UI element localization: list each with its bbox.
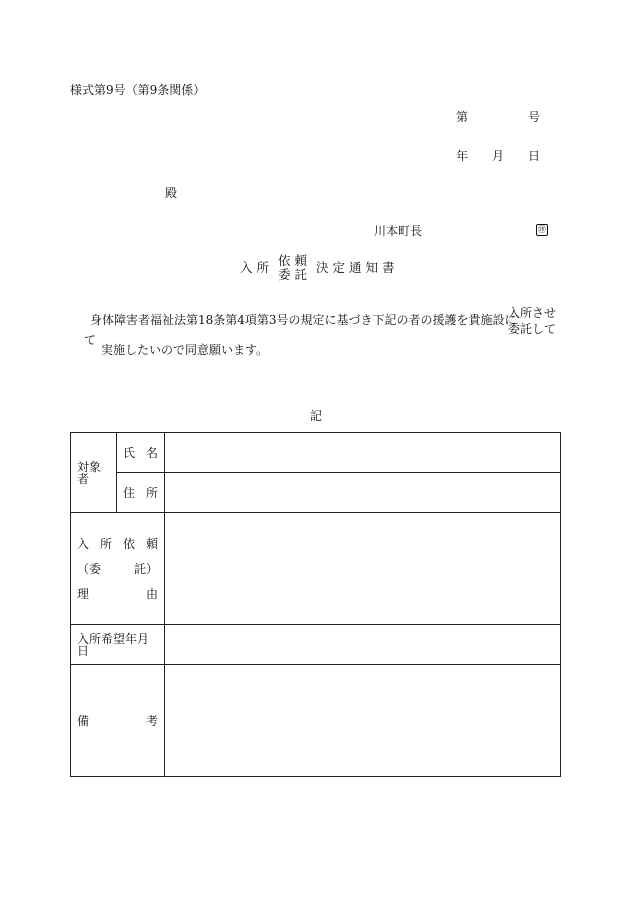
table-row [71,473,561,513]
remarks-label-cell [71,665,165,777]
address-value-cell[interactable] [165,473,561,513]
addressee-suffix: 殿 [165,186,178,200]
remarks-value-cell[interactable] [165,665,561,777]
reason-label-line [77,538,158,550]
doc-number-suffix: 号 [528,110,541,124]
table-row [71,513,561,625]
reason-label-char: 由 [145,586,158,601]
name-label-char: 氏 [123,445,136,460]
name-label-cell [117,433,165,473]
desired-date-label: 入所希望年月日 [77,631,150,658]
title-option-2: 委託 [278,267,312,282]
reason-label-char: （委 [77,561,102,576]
body-option-1: 入所させ [508,306,557,320]
name-label-char: 名 [145,445,158,460]
address-label-char: 住 [123,485,136,500]
reason-label-char: 入 [77,536,90,551]
desired-date-value-cell[interactable] [165,625,561,665]
reason-value-cell[interactable] [165,513,561,625]
subject-label: 対象者 [77,459,102,486]
reason-label-line [77,563,158,575]
date-day-label: 日 [528,149,541,163]
address-label-char: 所 [145,485,158,500]
table-row [71,625,561,665]
seal-mark-icon: ㊞ [538,225,546,234]
reason-label-char: 所 [99,536,112,551]
desired-date-label-cell [71,625,165,665]
remarks-label-char: 備 [77,713,90,728]
ki-heading: 記 [310,409,323,423]
body-line-1: 身体障害者福祉法第18条第4項第3号の規定に基づき下記の者の援護を貴施設に [90,313,517,327]
date-year-label: 年 [456,149,469,163]
reason-label [71,538,164,600]
reason-label-cell [71,513,165,625]
title-part-1: 入所 [240,260,274,275]
reason-label-char: 理 [77,586,90,601]
name-value-cell[interactable] [165,433,561,473]
reason-label-char: 頼 [145,536,158,551]
remarks-label-char: 考 [145,713,158,728]
body-continuation: て [84,333,97,347]
sender-name: 川本町長 [374,224,423,238]
doc-number-prefix: 第 [456,110,469,124]
body-line-2: 実施したいので同意願います。 [101,343,269,357]
reason-label-line [77,588,158,600]
title-part-2: 決定通知書 [316,260,399,275]
table-row [71,433,561,473]
subject-label-cell [71,433,117,513]
title-option-1: 依頼 [278,253,312,268]
body-option-2: 委託して [508,322,557,336]
reason-label-char: 依 [122,536,135,551]
address-label-cell [117,473,165,513]
date-month-label: 月 [492,149,505,163]
record-table [70,432,561,777]
table-row [71,665,561,777]
form-number: 様式第9号（第9条関係） [70,83,206,97]
reason-label-char: 託） [133,561,158,576]
